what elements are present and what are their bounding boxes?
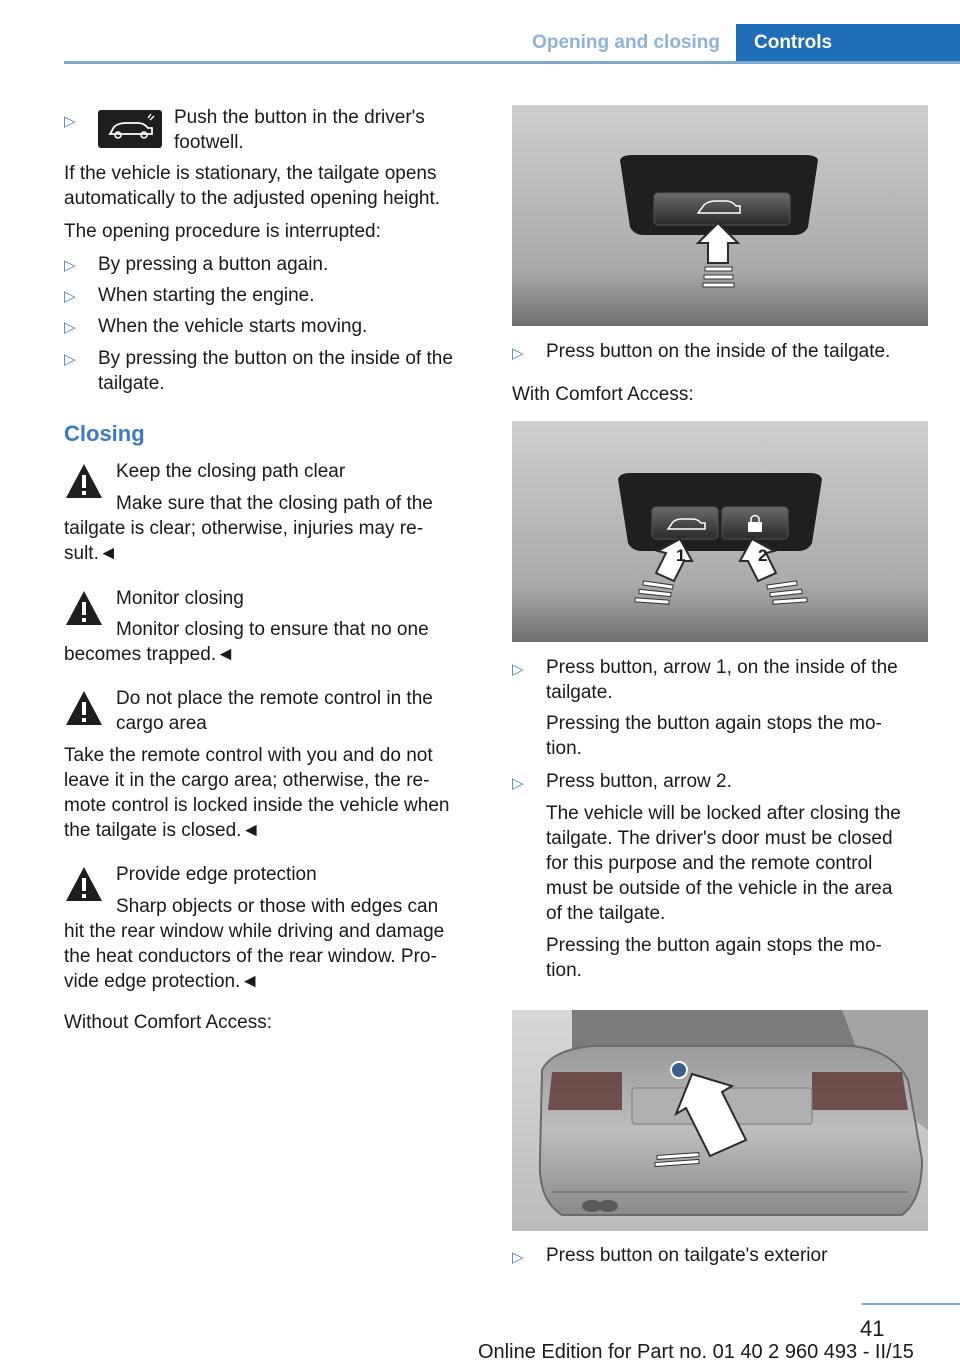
edition-note: Online Edition for Part no. 01 40 2 960 493 - II/15 — [478, 1341, 914, 1362]
warning-text: sult.◄ — [64, 543, 118, 564]
bullet-icon: ▷ — [512, 775, 524, 792]
warning-icon — [64, 689, 104, 727]
warning-text: leave it in the cargo area; otherwise, the re‐ — [64, 770, 430, 791]
list-item-note: of the tailgate. — [546, 903, 666, 924]
warning-title-cont: cargo area — [116, 713, 207, 734]
warning-icon — [64, 589, 104, 627]
list-item-note: The vehicle will be locked after closing the — [546, 803, 901, 824]
list-item-note: must be outside of the vehicle in the area — [546, 878, 893, 899]
list-item-note: tion. — [546, 960, 582, 981]
warning-title: Provide edge protection — [116, 864, 317, 885]
list-item-note: tailgate. The driver's door must be closed — [546, 828, 893, 849]
paragraph-line: automatically to the adjusted opening height. — [64, 188, 441, 209]
list-item: Press button, arrow 2. — [546, 771, 732, 792]
warning-text: the heat conductors of the rear window. Pro‐ — [64, 946, 437, 967]
paragraph-line: Without Comfort Access: — [64, 1012, 273, 1033]
header-rule — [64, 61, 960, 64]
list-item: By pressing a button again. — [98, 254, 329, 275]
header-section-tab: Opening and closing — [532, 32, 720, 53]
warning-text: Sharp objects or those with edges can — [116, 896, 439, 917]
warning-icon — [64, 462, 104, 500]
bullet-icon: ▷ — [512, 1249, 524, 1266]
intro-bullet-text-cont: footwell. — [174, 132, 244, 153]
tailgate-exterior-button-image — [512, 1010, 928, 1231]
tailgate-car-icon — [98, 110, 162, 148]
paragraph-line: If the vehicle is stationary, the tailgate opens — [64, 163, 437, 184]
warning-text: mote control is locked inside the vehicle when — [64, 795, 450, 816]
intro-bullet-text: Push the button in the driver's — [174, 107, 425, 128]
warning-icon — [64, 865, 104, 903]
comfort-access-buttons-image — [512, 421, 928, 642]
warning-text: tailgate is clear; otherwise, injuries may re‐ — [64, 518, 424, 539]
warning-text: becomes trapped.◄ — [64, 644, 235, 665]
list-item-note: Pressing the button again stops the mo‐ — [546, 713, 882, 734]
section-heading: Closing — [64, 421, 145, 446]
bullet-icon: ▷ — [512, 345, 524, 362]
list-item: When starting the engine. — [98, 285, 315, 306]
warning-title: Monitor closing — [116, 588, 244, 609]
list-item: Press button on the inside of the tailgate. — [546, 341, 891, 362]
warning-text: Make sure that the closing path of the — [116, 493, 433, 514]
bullet-icon: ▷ — [512, 661, 524, 678]
bullet-icon: ▷ — [64, 257, 76, 274]
list-item-note: Pressing the button again stops the mo‐ — [546, 935, 882, 956]
list-item: By pressing the button on the inside of the — [98, 348, 453, 369]
paragraph-line: With Comfort Access: — [512, 384, 694, 405]
tailgate-inside-button-image — [512, 105, 928, 326]
list-item-note: tion. — [546, 738, 582, 759]
warning-text: hit the rear window while driving and damage — [64, 921, 445, 942]
list-item: When the vehicle starts moving. — [98, 316, 368, 337]
page-number: 41 — [860, 1316, 885, 1341]
warning-text: Take the remote control with you and do not — [64, 745, 433, 766]
warning-title: Keep the closing path clear — [116, 461, 346, 482]
bullet-icon: ▷ — [64, 288, 76, 305]
bullet-icon: ▷ — [64, 319, 76, 336]
list-item-note: for this purpose and the remote control — [546, 853, 873, 874]
warning-title: Do not place the remote control in the — [116, 688, 433, 709]
bullet-icon: ▷ — [64, 351, 76, 368]
paragraph-line: The opening procedure is interrupted: — [64, 221, 381, 242]
arrow-label-2: 2 — [758, 546, 768, 565]
list-item: Press button on tailgate's exterior — [546, 1245, 828, 1266]
footer-rule — [862, 1303, 960, 1305]
warning-text: vide edge protection.◄ — [64, 971, 260, 992]
list-item-cont: tailgate. — [98, 373, 165, 394]
bullet-icon: ▷ — [64, 113, 76, 130]
header-chapter-tab: Controls — [736, 24, 960, 61]
list-item: Press button, arrow 1, on the inside of the — [546, 657, 898, 678]
warning-text: Monitor closing to ensure that no one — [116, 619, 429, 640]
list-item-cont: tailgate. — [546, 682, 613, 703]
arrow-label-1: 1 — [676, 546, 686, 565]
warning-text: the tailgate is closed.◄ — [64, 820, 261, 841]
